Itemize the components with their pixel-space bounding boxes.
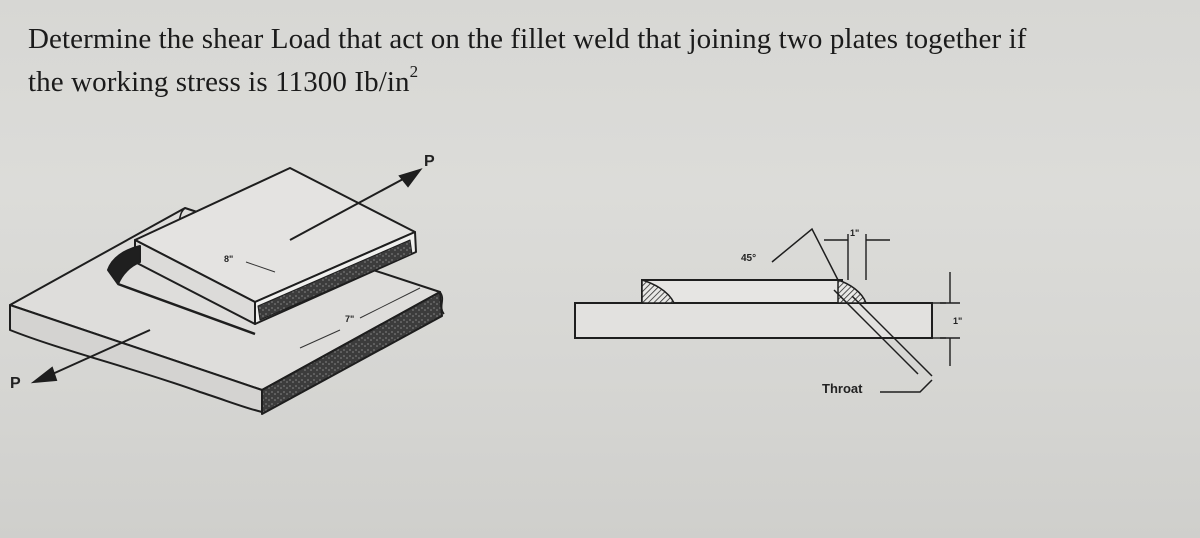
- thickness-label: 1": [953, 316, 963, 326]
- dimension-length: 8": [224, 254, 234, 264]
- angle-label: 45°: [741, 253, 757, 264]
- isometric-weld-drawing: [10, 168, 444, 414]
- load-label-top: P: [424, 153, 435, 170]
- problem-line-2-text: the working stress is 11300 Ib/in: [28, 66, 410, 98]
- throat-label: Throat: [822, 381, 863, 396]
- load-label-bottom: P: [10, 375, 21, 392]
- exponent: 2: [409, 62, 419, 81]
- lower-plate: [575, 303, 932, 338]
- problem-line-1: Determine the shear Load that act on the fillet weld that joining two plates together if: [28, 23, 1027, 55]
- leg-label: 1": [850, 228, 860, 238]
- dimension-width: 7": [345, 314, 355, 324]
- right-fillet-weld: [838, 280, 866, 303]
